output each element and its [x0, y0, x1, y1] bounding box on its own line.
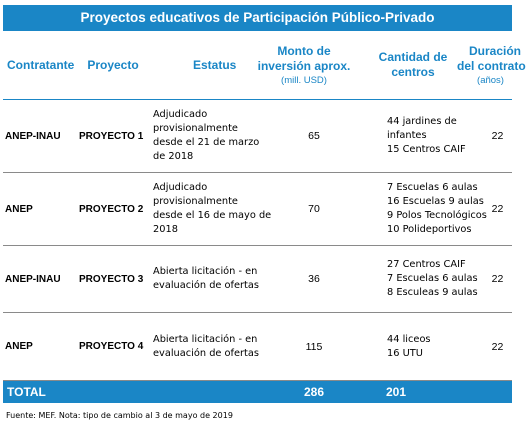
centros-line: 15 Centros CAIF [387, 144, 466, 155]
centros-line: 10 Polideportivos [387, 224, 472, 235]
table-row [3, 313, 512, 381]
centros-line: 16 Escuelas 9 aulas [387, 196, 484, 207]
centros-line: infantes [387, 130, 427, 141]
estatus-line: Abierta licitación - en [153, 266, 258, 277]
header-contratante: Contratante [7, 57, 75, 72]
table-row [3, 173, 512, 246]
estatus-line: Adjudicado [153, 182, 208, 193]
centros-line: 9 Polos Tecnológicos [387, 210, 487, 221]
cell-monto: 115 [305, 340, 323, 353]
projects-table [3, 5, 526, 420]
estatus-line: 2018 [153, 224, 178, 235]
estatus-line: evaluación de ofertas [153, 280, 259, 291]
estatus-line: Abierta licitación - en [153, 333, 258, 345]
centros-line: 44 jardines de [387, 116, 457, 127]
cell-contratante: ANEP-INAU [5, 130, 61, 142]
header-duracion-line2: del contrato [457, 58, 526, 73]
cell-duracion: 22 [491, 203, 504, 215]
cell-contratante: ANEP-INAU [5, 273, 61, 285]
table-row [3, 100, 512, 173]
cell-proyecto: PROYECTO 1 [79, 130, 144, 142]
source-note: Fuente: MEF. Nota: tipo de cambio al 3 de mayo de 2019 [6, 411, 233, 420]
centros-line: 27 Centros CAIF [387, 259, 466, 270]
cell-centros [357, 181, 487, 237]
estatus-line: de 2018 [153, 151, 194, 162]
header-monto-line2: inversión aprox. [257, 58, 351, 73]
total-empty [469, 381, 512, 403]
header-duracion [457, 43, 526, 87]
cell-duracion: 22 [491, 273, 504, 285]
cell-monto: 36 [308, 273, 320, 285]
total-monto: 286 [303, 385, 325, 399]
total-centros: 201 [386, 385, 407, 399]
header-centros-line2: centros [391, 65, 435, 79]
cell-contratante: ANEP [5, 203, 33, 215]
estatus-line: Adjudicado [153, 109, 208, 120]
estatus-line: desde el 21 de marzo [153, 137, 260, 148]
centros-line: 7 Escuelas 6 aulas [387, 182, 478, 193]
centros-line: 44 liceos [387, 333, 431, 345]
header-duracion-unit: (años) [477, 74, 504, 86]
header-duracion-line1: Duración [469, 43, 522, 58]
centros-line: 8 Esculeas 9 aulas [387, 287, 478, 298]
header-monto-line1: Monto de [277, 43, 331, 58]
cell-proyecto: PROYECTO 4 [79, 341, 144, 352]
total-label: TOTAL [7, 385, 46, 399]
estatus-line: provisionalmente [153, 196, 238, 207]
cell-monto: 70 [308, 203, 320, 215]
header-centros-line1: Cantidad de [378, 50, 448, 64]
estatus-line: provisionalmente [153, 123, 238, 134]
header-estatus: Estatus [193, 57, 237, 72]
cell-monto: 65 [308, 130, 320, 142]
total-row [3, 381, 512, 403]
estatus-line: evaluación de ofertas [153, 347, 259, 359]
cell-duracion: 22 [491, 130, 504, 142]
cell-centros [357, 115, 469, 157]
header-proyecto: Proyecto [87, 57, 139, 72]
header-centros [357, 50, 469, 80]
header-monto [251, 44, 357, 87]
estatus-line: desde el 16 de mayo de [153, 210, 272, 221]
header-monto-unit: (mill. USD) [281, 74, 327, 86]
centros-line: 16 UTU [387, 347, 423, 359]
cell-proyecto: PROYECTO 3 [79, 273, 144, 285]
table-row [3, 246, 512, 313]
cell-duracion: 22 [491, 340, 504, 353]
table-header [3, 31, 526, 100]
cell-contratante: ANEP [5, 341, 33, 352]
cell-proyecto: PROYECTO 2 [79, 203, 144, 215]
centros-line: 7 Escuelas 6 aulas [387, 273, 478, 284]
cell-centros [357, 258, 478, 300]
cell-centros [357, 333, 469, 361]
table-title: Proyectos educativos de Participación Público-Privado [3, 5, 512, 31]
